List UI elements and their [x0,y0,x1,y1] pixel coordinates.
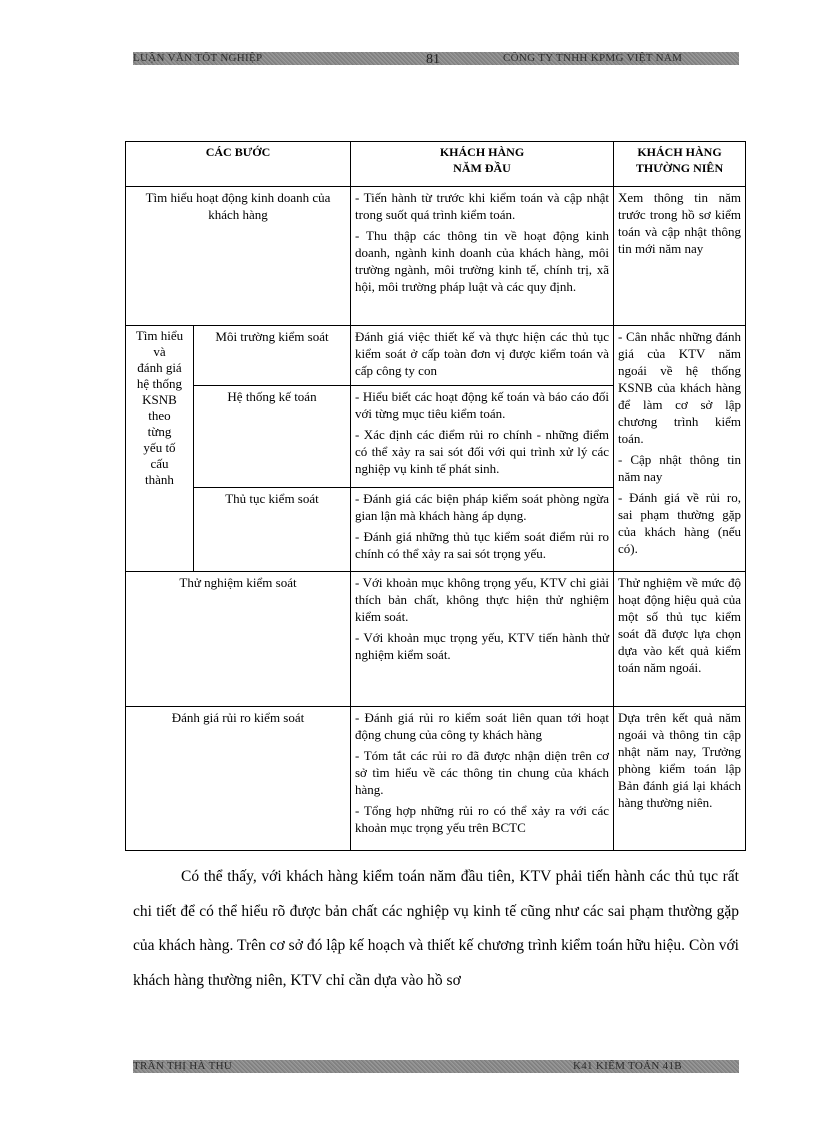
recurring-client-cell: Thử nghiệm về mức độ hoạt động hiệu quả của một số thủ tục kiểm soát đã được lựa chọn dựa vào kết quả kiểm toán năm ngoái. [614,572,746,707]
new-client-cell [351,572,614,707]
new-client-cell [351,386,614,488]
header-right-text: CÔNG TY TNHH KPMG VIỆT NAM [503,52,683,64]
table-row [126,707,746,851]
cell-item: - Xác định các điểm rủi ro chính - những điểm có thể xảy ra sai sót đối với qui trình xử lý các nghiệp vụ kinh tế phát sinh. [355,427,609,476]
step-ksnb-group: Tìm hiểu và đánh giá hệ thống KSNB theo từng yếu tố cấu thành [126,326,194,572]
cell-item: - Cập nhật thông tin năm nay [618,452,741,484]
cell-item: - Tổng hợp những rủi ro có thể xảy ra với các khoản mục trọng yếu trên BCTC [355,803,609,835]
header-left-text: LUẬN VĂN TỐT NGHIỆP [133,52,263,64]
new-client-cell [351,488,614,572]
cell-item: - Với khoản mục không trọng yếu, KTV chỉ giải thích bản chất, không thực hiện thử nghiệm kiểm soát. [355,575,609,624]
sub-step-accounting-system: Hệ thống kế toán [194,386,351,488]
step-understand-business: Tìm hiểu hoạt động kinh doanh của khách hàng [126,187,351,326]
table-row [126,326,746,386]
page-number: 81 [426,52,440,67]
cell-item: - Cân nhắc những đánh giá của KTV năm ngoái về hệ thống KSNB của khách hàng để làm cơ sở lập chương trình kiểm toán. [618,329,741,446]
table-row [126,187,746,326]
step-control-testing: Thử nghiệm kiểm soát [126,572,351,707]
cell-item: - Với khoản mục trọng yếu, KTV tiến hành thử nghiệm kiểm soát. [355,630,609,662]
cell-item: - Đánh giá rủi ro kiểm soát liên quan tới hoạt động chung của công ty khách hàng [355,710,609,742]
new-client-cell [351,187,614,326]
cell-item: - Thu thập các thông tin về hoạt động kinh doanh, ngành kinh doanh của khách hàng, môi trường ngành, môi trường kinh tế, chính trị, xã hội, môi trường pháp luật và các quy định. [355,228,609,294]
cell-item: - Đánh giá những thủ tục kiểm soát điểm rủi ro chính có thể xảy ra sai sót trọng yếu. [355,529,609,561]
body-paragraph: Có thể thấy, với khách hàng kiểm toán năm đầu tiên, KTV phải tiến hành các thủ tục rất chi tiết để có thể hiểu rõ được bản chất các nghiệp vụ kinh tế cũng như các sai phạm thường gặp của khách hàng. Trên cơ sở đó lập kế hoạch và thiết kế chương trình kiểm toán hữu hiệu. Còn với khách hàng thường niên, KTV chỉ cần dựa vào hồ sơ [133,868,739,989]
recurring-client-cell [614,326,746,572]
cell-item: - Tóm tắt các rủi ro đã được nhận diện trên cơ sở tìm hiểu về các thông tin chung của khách hàng. [355,748,609,797]
cell-item: - Đánh giá các biện pháp kiểm soát phòng ngừa gian lận mà khách hàng áp dụng. [355,491,609,523]
recurring-client-cell: Xem thông tin năm trước trong hồ sơ kiểm toán và cập nhật thông tin mới năm nay [614,187,746,326]
table-row [126,572,746,707]
table-header-row [126,142,746,187]
header-steps: CÁC BƯỚC [126,142,351,187]
sub-step-control-procedures: Thủ tục kiểm soát [194,488,351,572]
step-control-risk-assessment: Đánh giá rủi ro kiểm soát [126,707,351,851]
recurring-client-cell: Dựa trên kết quả năm ngoái và thông tin cập nhật năm nay, Trưởng phòng kiểm toán lập Bản đánh giá lại khách hàng thường niên. [614,707,746,851]
header-new-client: KHÁCH HÀNG NĂM ĐẦU [351,142,614,187]
new-client-cell [351,707,614,851]
cell-item: - Đánh giá về rủi ro, sai phạm thường gặp của khách hàng (nếu có). [618,490,741,556]
footer-left-text: TRẦN THỊ HÀ THU [133,1060,233,1072]
sub-step-control-environment: Môi trường kiểm soát [194,326,351,386]
cell-item: - Tiến hành từ trước khi kiểm toán và cập nhật trong suốt quá trình kiểm toán. [355,190,609,222]
footer-right-text: K41 KIỂM TOÁN 41B [573,1060,682,1072]
footer-band [133,1060,739,1073]
header-recurring-client: KHÁCH HÀNG THƯỜNG NIÊN [614,142,746,187]
new-client-cell: Đánh giá việc thiết kế và thực hiện các thủ tục kiểm soát ở cấp toàn đơn vị được kiểm toán và cấp công ty con [351,326,614,386]
audit-steps-table [125,141,746,851]
cell-item: - Hiểu biết các hoạt động kế toán và báo cáo đối với từng mục tiêu kiểm toán. [355,389,609,421]
